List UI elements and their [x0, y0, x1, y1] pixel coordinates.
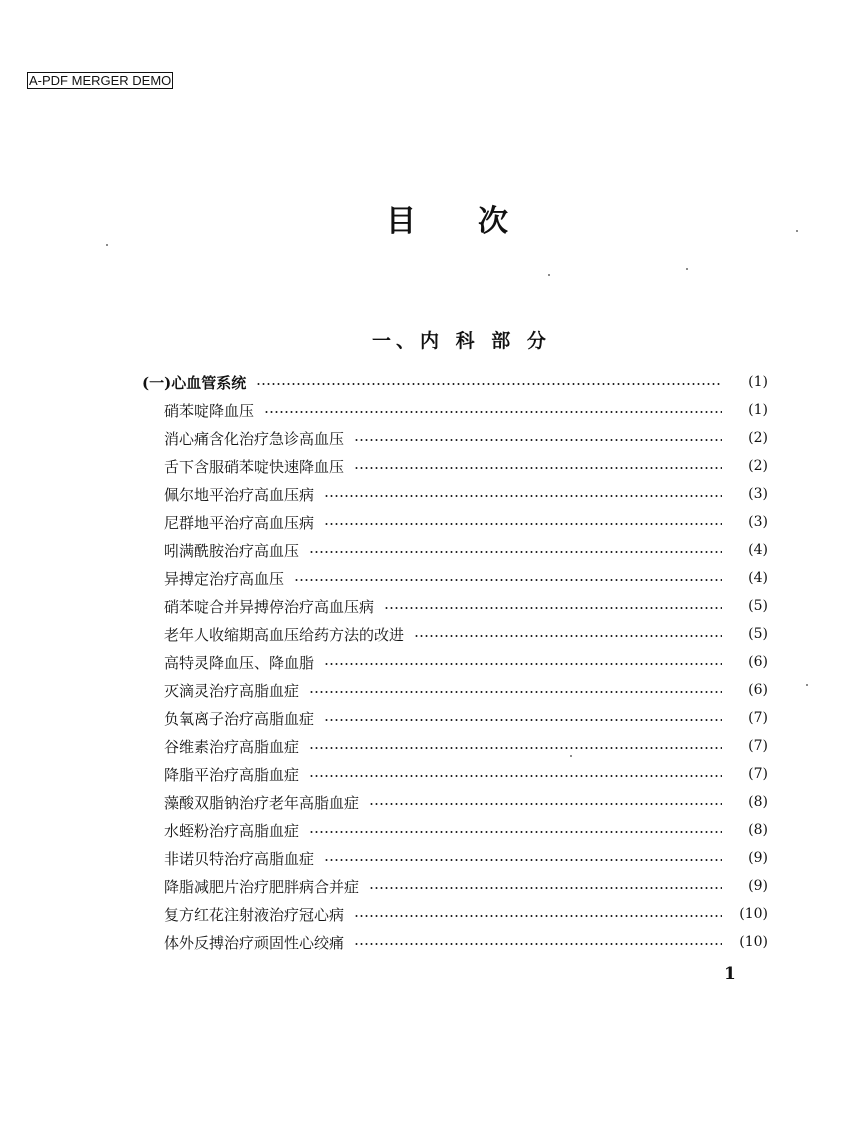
toc-leader-dots	[324, 523, 722, 525]
toc-leader-dots	[264, 411, 722, 413]
toc-leader-dots	[354, 467, 722, 469]
toc-entry-row[interactable]	[164, 452, 768, 480]
scan-speck	[570, 755, 572, 757]
toc-leader-dots	[309, 831, 722, 833]
toc-leader-dots	[369, 803, 722, 805]
toc-entry-page: (9)	[748, 878, 768, 894]
toc-entry-row[interactable]	[164, 676, 768, 704]
toc-entry-row[interactable]	[164, 592, 768, 620]
toc-entry-label: 硝苯啶降血压	[164, 401, 255, 420]
scan-speck	[796, 230, 798, 232]
toc-entry-label: 复方红花注射液治疗冠心病	[164, 905, 345, 924]
toc-leader-dots	[354, 915, 722, 917]
toc-entry-label: 消心痛含化治疗急诊高血压	[164, 429, 345, 448]
toc-entry-label: 尼群地平治疗高血压病	[164, 513, 315, 532]
page-title: 目次	[386, 204, 570, 239]
toc-leader-dots	[354, 439, 722, 441]
toc-leader-dots	[354, 943, 722, 945]
toc-entry-row[interactable]	[164, 844, 768, 872]
toc-entry-label: 硝苯啶合并异搏停治疗高血压病	[164, 597, 375, 616]
toc-entry-row[interactable]	[164, 508, 768, 536]
toc-entry-label: 体外反搏治疗顽固性心绞痛	[164, 933, 345, 952]
toc-entry-row[interactable]	[164, 788, 768, 816]
toc-leader-dots	[324, 859, 722, 861]
toc-entry-page: (4)	[748, 570, 768, 586]
toc-entry-row[interactable]	[164, 564, 768, 592]
scan-speck	[106, 244, 108, 246]
toc-entry-row[interactable]	[164, 648, 768, 676]
toc-entry-page: (6)	[748, 654, 768, 670]
toc-entry-page: (2)	[748, 458, 768, 474]
toc-leader-dots	[324, 663, 722, 665]
toc-entry-label: 吲满酰胺治疗高血压	[164, 541, 300, 560]
toc-entry-page: (7)	[748, 738, 768, 754]
toc-entry-row[interactable]	[164, 732, 768, 760]
scan-speck	[548, 274, 550, 276]
toc-leader-dots	[294, 579, 722, 581]
toc-entry-label: (一)心血管系统	[142, 373, 247, 392]
toc-entry-row[interactable]	[164, 760, 768, 788]
toc-entry-label: 谷维素治疗高脂血症	[164, 737, 300, 756]
toc-entry-label: 舌下含服硝苯啶快速降血压	[164, 457, 345, 476]
toc-entry-row[interactable]	[164, 620, 768, 648]
toc-entry-row[interactable]	[164, 816, 768, 844]
toc-entry-row[interactable]	[164, 480, 768, 508]
toc-entry-row[interactable]	[164, 928, 768, 956]
toc-entry-label: 降脂减肥片治疗肥胖病合并症	[164, 877, 360, 896]
toc-entry-label: 降脂平治疗高脂血症	[164, 765, 300, 784]
toc-leader-dots	[384, 607, 722, 609]
toc-entry-page: (9)	[748, 850, 768, 866]
toc-entry-label: 非诺贝特治疗高脂血症	[164, 849, 315, 868]
toc-entry-label: 水蛭粉治疗高脂血症	[164, 821, 300, 840]
toc-leader-dots	[324, 495, 722, 497]
toc-entry-page: (3)	[748, 514, 768, 530]
scan-speck	[686, 268, 688, 270]
toc-entry-page: (4)	[748, 542, 768, 558]
toc-entry-page: (2)	[748, 430, 768, 446]
toc-entry-label: 异搏定治疗高血压	[164, 569, 285, 588]
toc-leader-dots	[414, 635, 722, 637]
toc-entry-label: 藻酸双脂钠治疗老年高脂血症	[164, 793, 360, 812]
toc-entry-page: (3)	[748, 486, 768, 502]
toc-entry-row[interactable]	[164, 396, 768, 424]
toc-entry-page: (8)	[748, 794, 768, 810]
toc-entry-label: 负氧离子治疗高脂血症	[164, 709, 315, 728]
toc-entry-row[interactable]	[164, 704, 768, 732]
toc-entry-page: (1)	[748, 402, 768, 418]
toc-entry-page: (7)	[748, 766, 768, 782]
toc-leader-dots	[324, 719, 722, 721]
toc-entry-page: (10)	[739, 906, 768, 922]
scan-speck	[806, 684, 808, 686]
toc-entry-row[interactable]	[164, 872, 768, 900]
toc-leader-dots	[256, 383, 722, 385]
toc-entry-page: (1)	[748, 374, 768, 390]
toc-entry-page: (5)	[748, 626, 768, 642]
toc-entry-row[interactable]	[164, 424, 768, 452]
watermark-label: A-PDF MERGER DEMO	[29, 73, 172, 88]
toc-leader-dots	[309, 775, 722, 777]
toc-entry-label: 灭滴灵治疗高脂血症	[164, 681, 300, 700]
toc-leader-dots	[309, 551, 722, 553]
toc-entry-label: 老年人收缩期高血压给药方法的改进	[164, 625, 405, 644]
toc-leader-dots	[309, 691, 722, 693]
toc-entry-page: (5)	[748, 598, 768, 614]
toc-leader-dots	[309, 747, 722, 749]
section-heading: 一、内 科 部 分	[372, 330, 551, 352]
toc-entry-page: (7)	[748, 710, 768, 726]
toc-entry-page: (8)	[748, 822, 768, 838]
toc-entry-page: (10)	[739, 934, 768, 950]
toc-leader-dots	[369, 887, 722, 889]
toc-entry-label: 佩尔地平治疗高血压病	[164, 485, 315, 504]
toc-chapter-row[interactable]	[142, 368, 768, 396]
page-number: 1	[724, 964, 736, 984]
toc-entry-page: (6)	[748, 682, 768, 698]
toc-entry-label: 高特灵降血压、降血脂	[164, 653, 315, 672]
toc-entry-row[interactable]	[164, 900, 768, 928]
toc-entry-row[interactable]	[164, 536, 768, 564]
